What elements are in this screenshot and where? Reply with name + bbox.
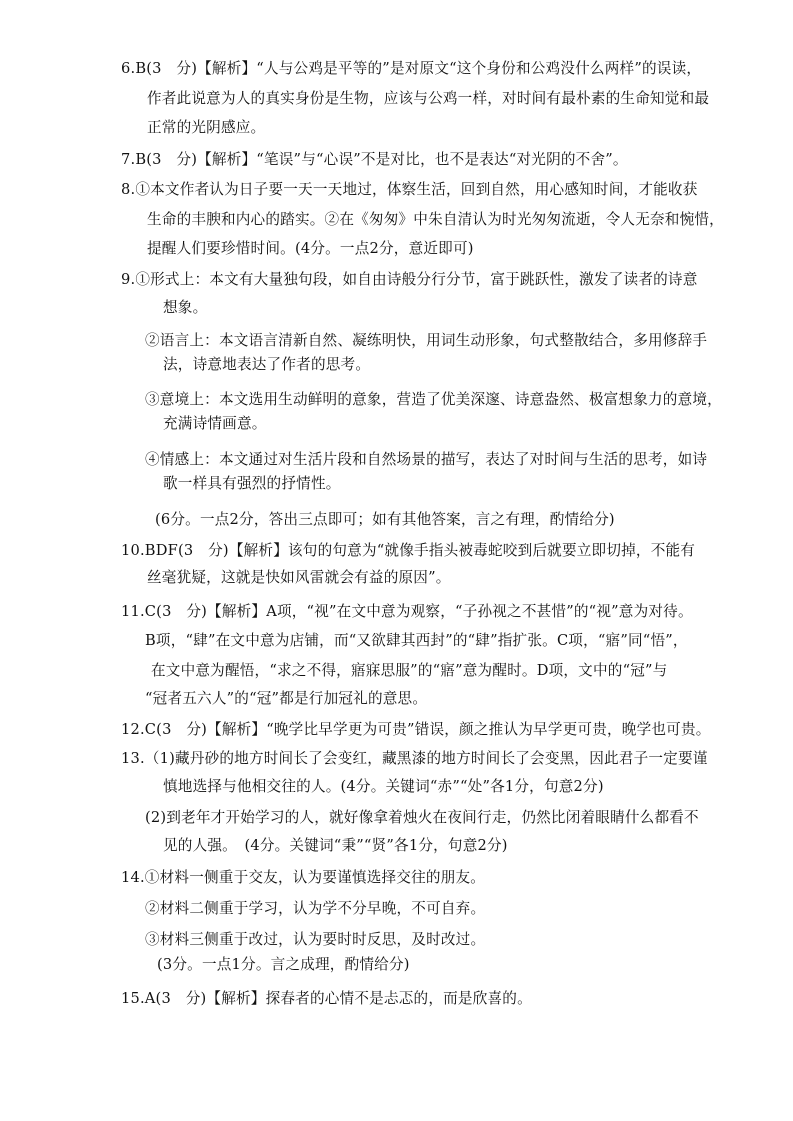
text-line: 15.A(3 分)【解析】探春者的心情不是忐忑的，而是欣喜的。 <box>121 990 532 1007</box>
text-line: 法，诗意地表达了作者的思考。 <box>163 356 371 373</box>
text-line: 提醒人们要珍惜时间。(4分。一点2分，意近即可) <box>147 240 474 257</box>
text-line: ②语言上：本文语言清新自然、凝练明快，用词生动形象，句式整散结合，多用修辞手 <box>145 332 708 349</box>
text-line: 慎地选择与他相交往的人。(4分。关键词“赤”“处”各1分，句意2分) <box>163 778 604 795</box>
text-line: 10.BDF(3 分)【解析】该句的句意为“就像手指头被毒蛇咬到后就要立即切掉，不能有 <box>121 542 696 559</box>
text-line: 12.C(3 分)【解析】“晚学比早学更为可贵”错误，颜之推认为早学更可贵，晚学也可贵。 <box>121 721 711 738</box>
text-line: (2)到老年才开始学习的人，就好像拿着烛火在夜间行走，仍然比闭着眼睛什么都看不 <box>145 809 699 826</box>
text-line: 充满诗情画意。 <box>163 415 267 432</box>
text-line: ③材料三侧重于改过，认为要时时反思，及时改过。 <box>145 931 486 948</box>
text-line: 正常的光阴感应。 <box>147 119 266 136</box>
text-line: 11.C(3 分)【解析】A项，“视”在文中意为观察，“子孙视之不甚惜”的“视”意为对待。 <box>121 603 693 620</box>
text-line: 在文中意为醒悟，“求之不得，寤寐思服”的“寤”意为醒时。D项，文中的“冠”与 <box>151 662 668 679</box>
text-line: B项，“肆”在文中意为店铺，而“又欲肆其西封”的“肆”指扩张。C项，“寤”同“悟”， <box>145 632 688 649</box>
text-line: 作者此说意为人的真实身份是生物，应该与公鸡一样，对时间有最朴素的生命知觉和最 <box>147 90 710 107</box>
text-line: 7.B(3 分)【解析】“笔误”与“心误”不是对比，也不是表达“对光阴的不舍”。 <box>121 151 628 168</box>
text-line: 想象。 <box>163 299 208 316</box>
text-line: 歌一样具有强烈的抒情性。 <box>163 475 341 492</box>
text-line: ②材料二侧重于学习，认为学不分早晚，不可自弃。 <box>145 900 486 917</box>
text-line: 9.①形式上：本文有大量独句段，如自由诗般分行分节，富于跳跃性，激发了读者的诗意 <box>121 271 698 288</box>
text-line: 丝毫犹疑，这就是快如风雷就会有益的原因”。 <box>147 569 451 586</box>
text-line: 13.（1)藏丹砂的地方时间长了会变红，藏黑漆的地方时间长了会变黑，因此君子一定要谨 <box>121 750 708 767</box>
text-line: ④情感上：本文通过对生活片段和自然场景的描写，表达了对时间与生活的思考，如诗 <box>145 451 708 468</box>
text-line: (3分。一点1分。言之成理，酌情给分) <box>157 956 410 973</box>
text-line: ③意境上：本文选用生动鲜明的意象，营造了优美深邃、诗意盎然、极富想象力的意境， <box>145 391 722 408</box>
text-line: 生命的丰腴和内心的踏实。②在《匆匆》中朱自清认为时光匆匆流逝，令人无奈和惋惜， <box>147 211 724 228</box>
text-line: 14.①材料一侧重于交友，认为要谨慎选择交往的朋友。 <box>121 869 486 886</box>
text-line: 见的人强。 (4分。关键词“秉”“贤”各1分，句意2分) <box>163 837 508 854</box>
text-line: “冠者五六人”的“冠”都是行加冠礼的意思。 <box>145 690 428 707</box>
text-line: (6分。一点2分，答出三点即可；如有其他答案，言之有理，酌情给分) <box>155 511 615 528</box>
text-line: 6.B(3 分)【解析】“人与公鸡是平等的”是对原文“这个身份和公鸡没什么两样”的误读， <box>121 60 702 77</box>
text-line: 8.①本文作者认为日子要一天一天地过，体察生活，回到自然，用心感知时间，才能收获 <box>121 181 698 198</box>
